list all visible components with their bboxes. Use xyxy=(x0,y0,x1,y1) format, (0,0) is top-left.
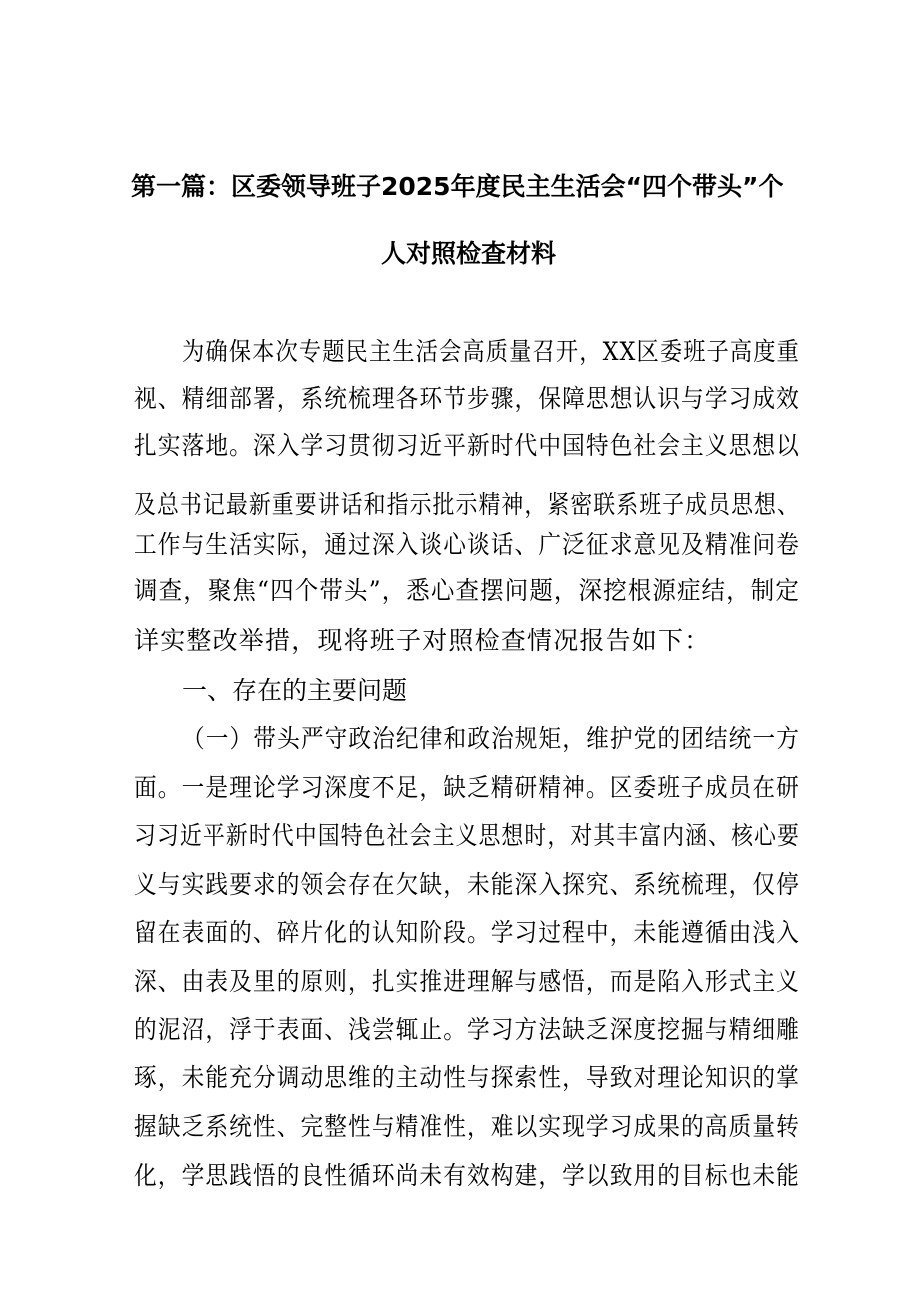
section-line: 化，学思践悟的良性循环尚未有效构建，学以致用的目标也未能 xyxy=(134,1161,800,1190)
intro-line: 视、精细部署，系统梳理各环节步骤，保障思想认识与学习成效 xyxy=(134,384,800,413)
section-line: 的泥沼，浮于表面、浅尝辄止。学习方法缺乏深度挖掘与精细雕 xyxy=(134,1015,800,1044)
document-title-line-1: 第一篇：区委领导班子2025年度民主生活会“四个带头”个 xyxy=(131,172,784,201)
section-line: 面。一是理论学习深度不足，缺乏精研精神。区委班子成员在研 xyxy=(134,773,800,802)
intro-line: 为确保本次专题民主生活会高质量召开，XX区委班子高度重 xyxy=(182,337,801,366)
section-line: 习习近平新时代中国特色社会主义思想时，对其丰富内涵、核心要 xyxy=(134,821,800,850)
intro-line: 工作与生活实际，通过深入谈心谈话、广泛征求意见及精准问卷 xyxy=(134,530,800,559)
intro-line: 及总书记最新重要讲话和指示批示精神，紧密联系班子成员思想、 xyxy=(134,490,800,519)
document-title-line-2: 人对照检查材料 xyxy=(381,239,557,268)
section-line: 留在表面的、碎片化的认知阶段。学习过程中，未能遵循由浅入 xyxy=(134,918,800,947)
intro-line: 详实整改举措，现将班子对照检查情况报告如下： xyxy=(134,626,711,655)
intro-line: 调查，聚焦“四个带头”，悉心查摆问题，深挖根源症结，制定 xyxy=(134,576,800,605)
section-line: 琢，未能充分调动思维的主动性与探索性，导致对理论知识的掌 xyxy=(134,1063,800,1092)
section-heading: 一、存在的主要问题 xyxy=(182,676,408,705)
section-line: （一）带头严守政治纪律和政治规矩，维护党的团结统一方 xyxy=(182,724,800,753)
section-line: 握缺乏系统性、完整性与精准性，难以实现学习成果的高质量转 xyxy=(134,1112,800,1141)
section-line: 义与实践要求的领会存在欠缺，未能深入探究、系统梳理，仅停 xyxy=(134,870,800,899)
intro-line: 扎实落地。深入学习贯彻习近平新时代中国特色社会主义思想以 xyxy=(134,431,800,460)
section-line: 深、由表及里的原则，扎实推进理解与感悟，而是陷入形式主义 xyxy=(134,967,800,996)
